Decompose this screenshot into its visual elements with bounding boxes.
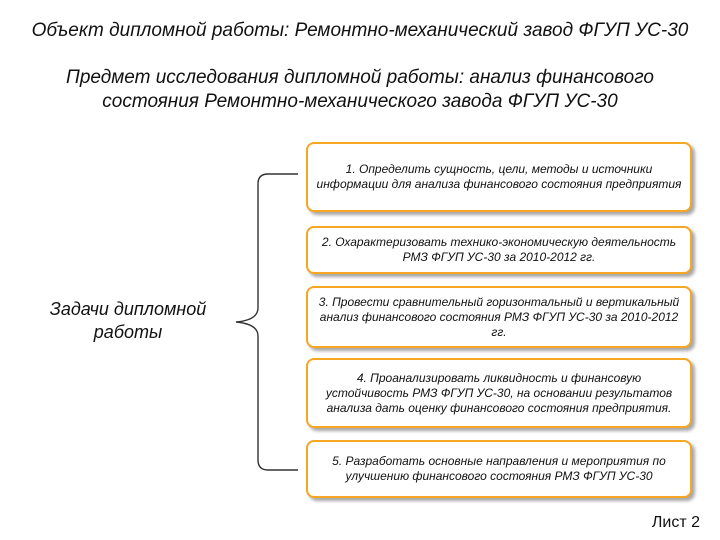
sheet-number: Лист 2	[651, 514, 700, 531]
subject-title: Предмет исследования дипломной работы: анализ финансового состояния Ремонтно-механического завода ФГУП УС-30	[66, 67, 654, 112]
tasks-label: Задачи дипломной работы	[49, 299, 207, 342]
task-3: 3. Провести сравнительный горизонтальный и вертикальный анализ финансового состояния РМЗ ФГУП УС-30 за 2010-2012 гг.	[306, 286, 692, 348]
task-4: 4. Проанализировать ликвидность и финансовую устойчивость РМЗ ФГУП УС-30, на основании результатов анализа дать оценку финансового состояния предприятия.	[306, 358, 692, 428]
task-5: 5. Разработать основные направления и мероприятия по улучшению финансового состояния РМЗ ФГУП УС-30	[306, 440, 692, 498]
task-1: 1. Определить сущность, цели, методы и источники информации для анализа финансового состояния предприятия	[306, 142, 692, 212]
object-title: Объект дипломной работы: Ремонтно-механический завод ФГУП УС-30	[31, 20, 689, 41]
task-2: 2. Охарактеризовать технико-экономическую деятельность РМЗ ФГУП УС-30 за 2010-2012 гг.	[306, 226, 692, 274]
